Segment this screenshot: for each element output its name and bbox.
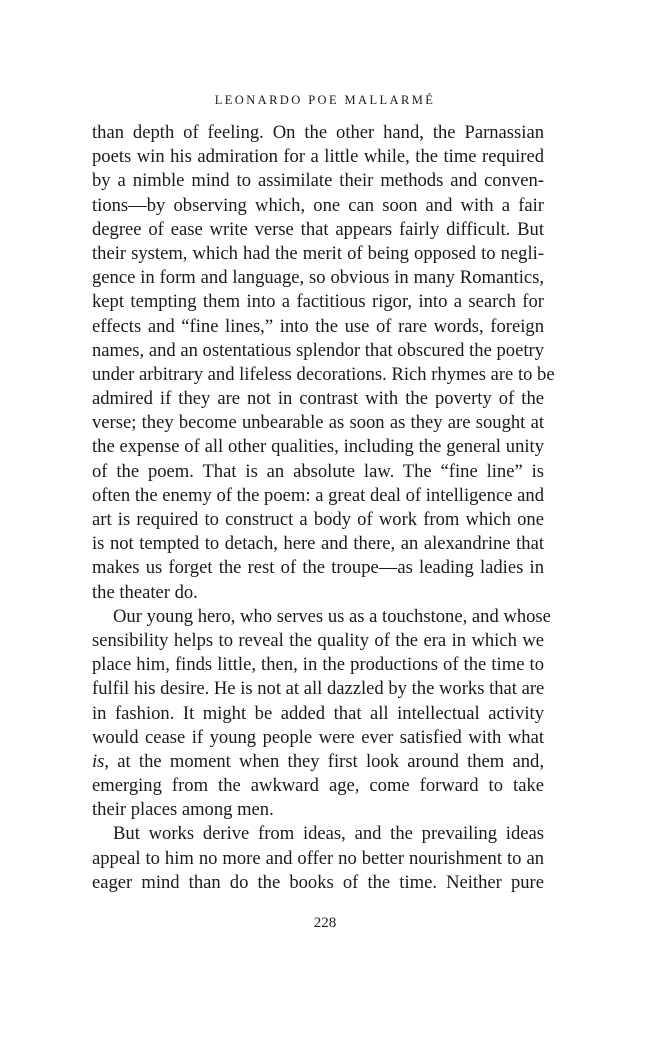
text-line: verse; they become unbearable as soon as they are sought at	[92, 412, 544, 434]
text-line: kept tempting them into a factitious rigor, into a search for	[92, 291, 544, 313]
text-line: But works derive from ideas, and the prevailing ideas	[113, 823, 544, 845]
text-line: under arbitrary and lifeless decorations. Rich rhymes are to be	[92, 363, 555, 385]
text-line: emerging from the awkward age, come forward to take	[92, 775, 544, 797]
text-line: sensibility helps to reveal the quality of the era in which we	[92, 629, 544, 651]
text-line: poets win his admiration for a little while, the time required	[92, 146, 544, 168]
paragraph-1	[92, 121, 555, 605]
text-line: their places among men.	[92, 799, 274, 821]
paragraph-3	[92, 822, 544, 895]
text-line: their system, which had the merit of being opposed to negli-	[92, 242, 544, 264]
text-line: tions—by observing which, one can soon and with a fair	[92, 194, 544, 216]
text-line: appeal to him no more and offer no better nourishment to an	[92, 847, 544, 869]
text-line: makes us forget the rest of the troupe—as leading ladies in	[92, 557, 544, 579]
text-line-italic-is: is, at the moment when they first look around them and,	[92, 750, 544, 772]
page-number: 228	[313, 915, 337, 931]
text-line: art is required to construct a body of work from which one	[92, 509, 544, 530]
text-line: would cease if young people were ever satisfied with what	[92, 726, 544, 748]
text-line: admired if they are not in contrast with the poverty of the	[92, 388, 544, 410]
text-line: in fashion. It might be added that all intellectual activity	[92, 702, 544, 724]
text-line: is not tempted to detach, here and there, an alexandrine that	[92, 533, 544, 555]
running-head: LEONARDO POE MALLARMÉ	[214, 93, 436, 107]
text-line: degree of ease write verse that appears fairly difficult. But	[92, 218, 544, 240]
text-line: of the poem. That is an absolute law. The “fine line” is	[92, 460, 544, 482]
text-line: by a nimble mind to assimilate their methods and conven-	[92, 170, 544, 192]
text-line: Our young hero, who serves us as a touchstone, and whose	[113, 605, 551, 627]
paragraph-2	[92, 605, 551, 823]
text-line: the theater do.	[92, 581, 198, 603]
text-line: often the enemy of the poem: a great deal of intelligence and	[92, 484, 544, 506]
text-line: than depth of feeling. On the other hand, the Parnassian	[92, 122, 544, 143]
text-line: place him, finds little, then, in the productions of the time to	[92, 654, 544, 676]
body-text	[92, 121, 555, 895]
text-line: the expense of all other qualities, including the general unity	[92, 436, 544, 458]
text-line: fulfil his desire. He is not at all dazzled by the works that are	[92, 678, 545, 700]
text-line: names, and an ostentatious splendor that obscured the poetry	[92, 339, 544, 361]
text-line: gence in form and language, so obvious in many Romantics,	[92, 267, 544, 289]
text-line: eager mind than do the books of the time. Neither pure	[92, 871, 544, 893]
text-line: effects and “fine lines,” into the use of rare words, foreign	[92, 315, 544, 337]
